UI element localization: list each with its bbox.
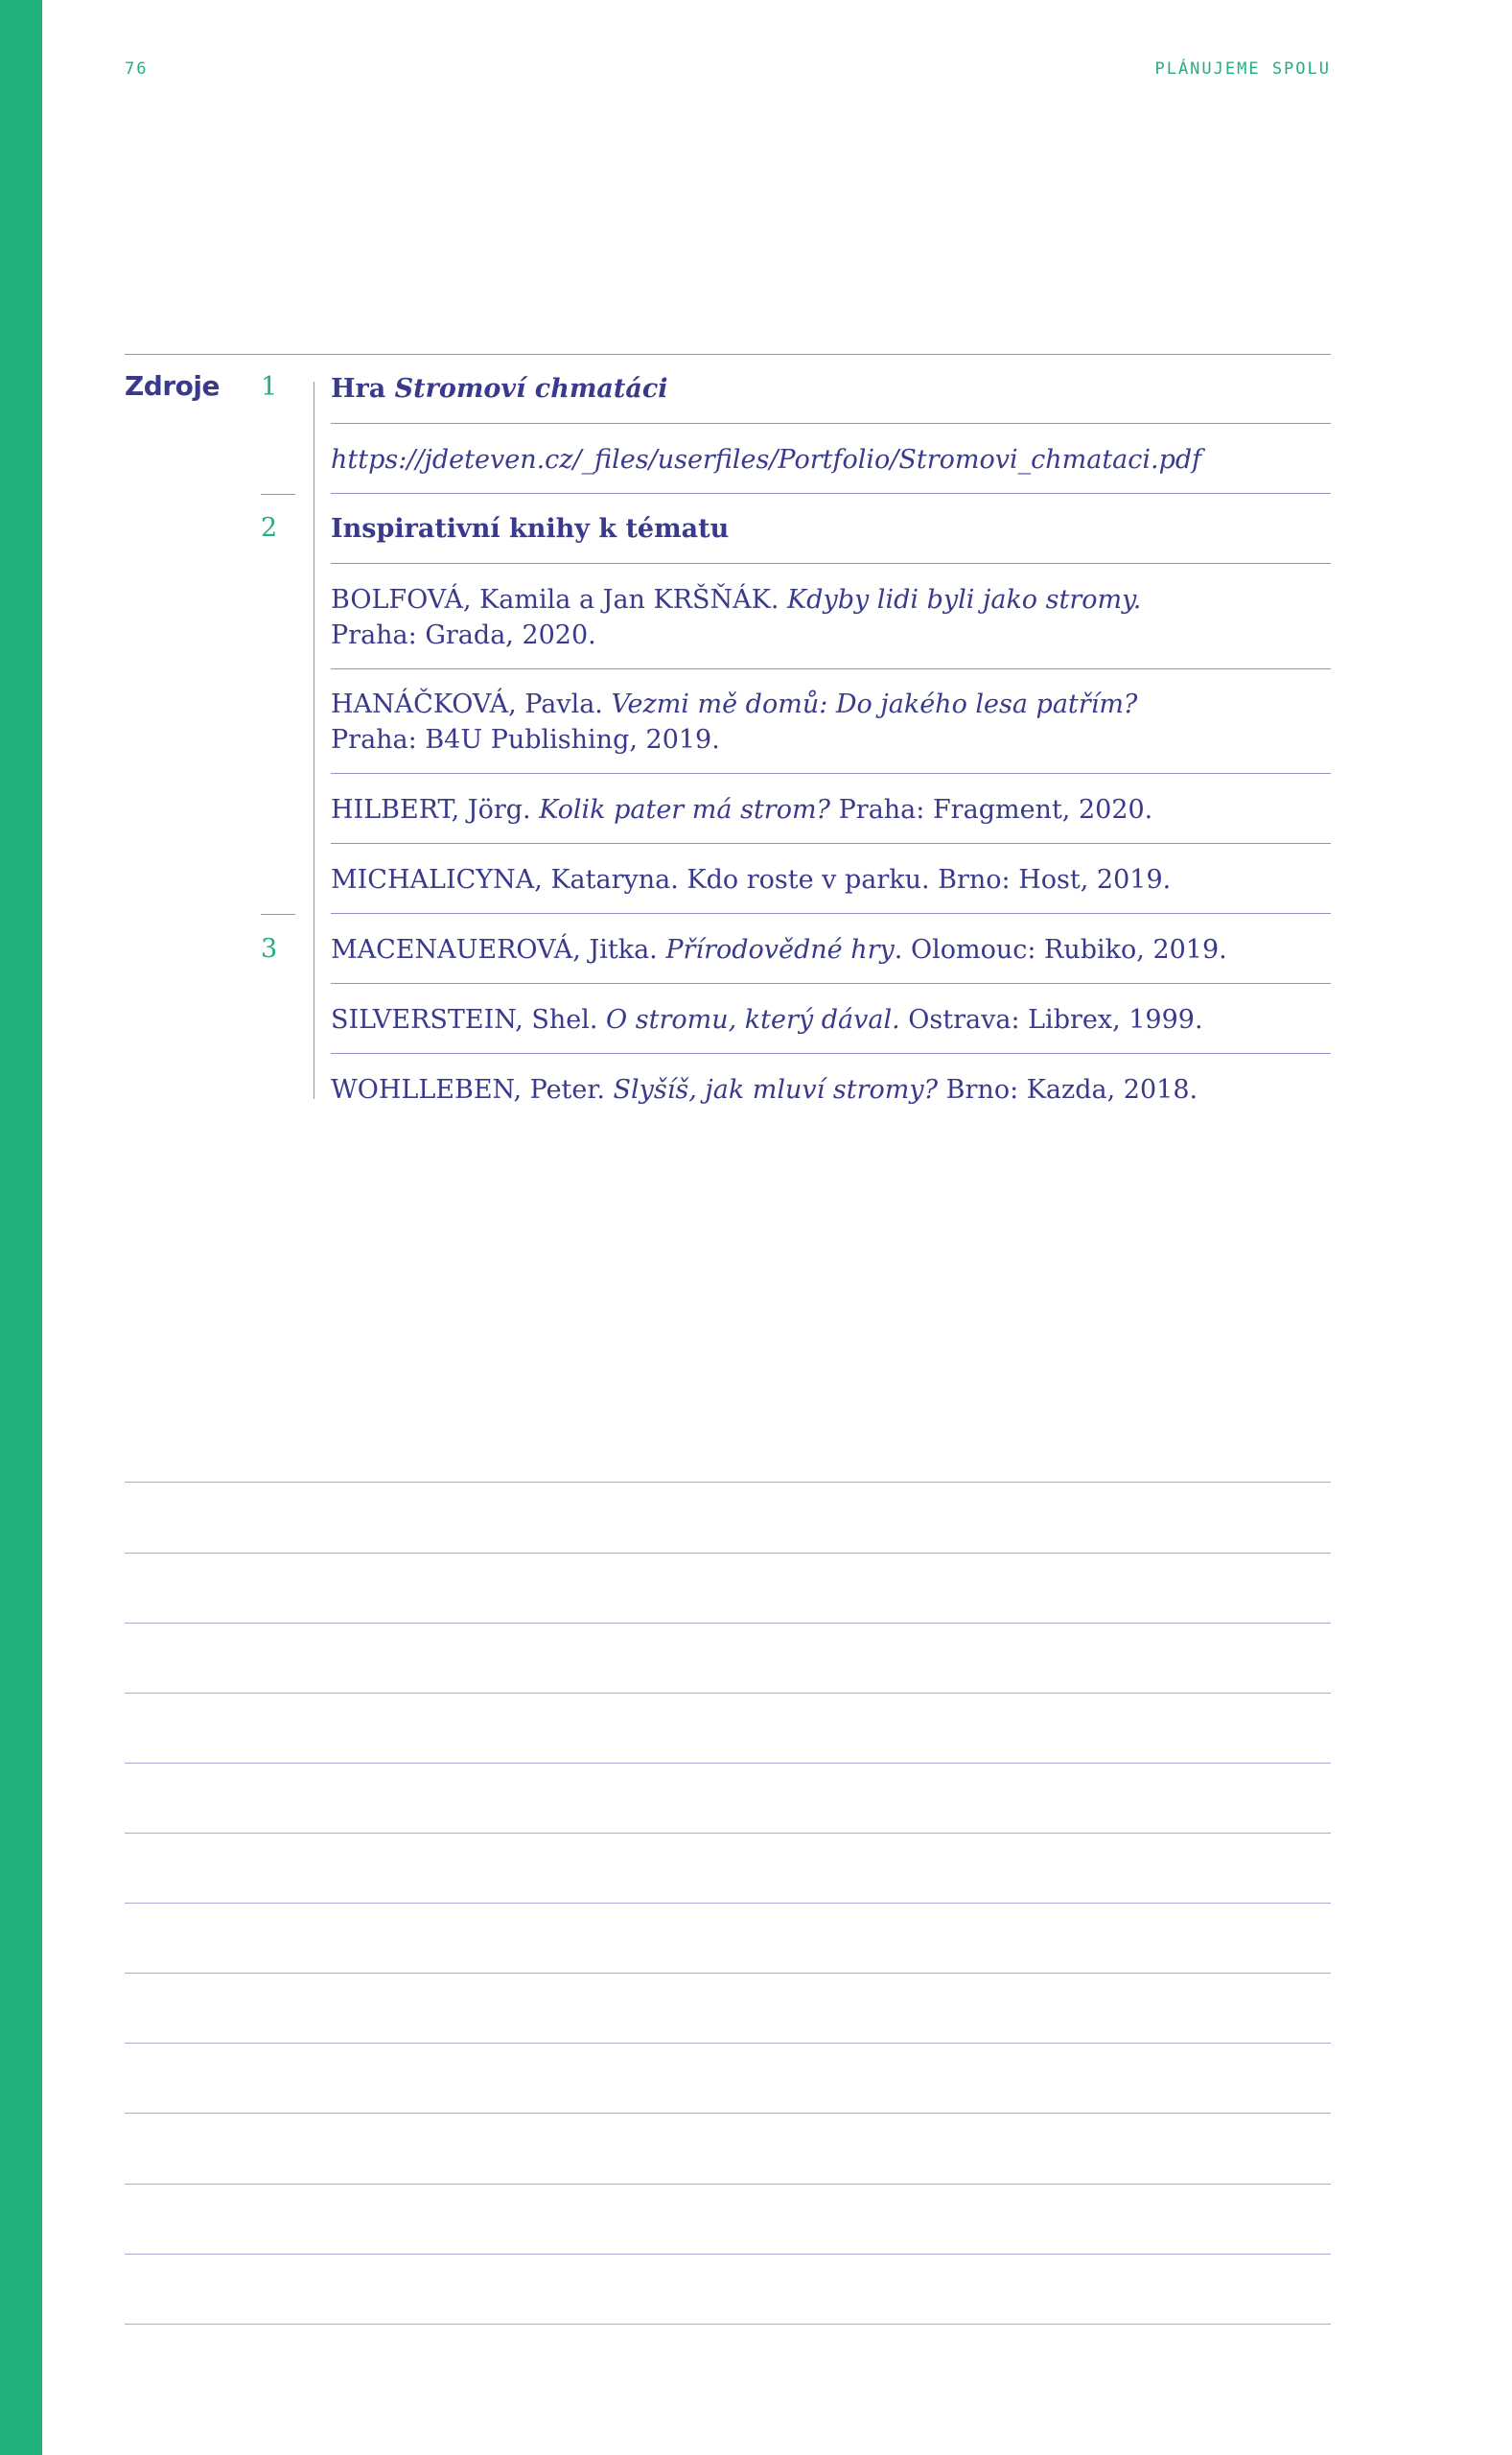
book-michalicyna: MICHALICYNA, Kataryna. Kdo roste v parku. Brno: Host, 2019. [331, 865, 1172, 895]
row-rule [331, 843, 1331, 844]
book-author: BOLFOVÁ, Kamila a Jan KRŠŇÁK. [331, 585, 787, 615]
source-number-1: 1 [261, 372, 278, 402]
writing-line [125, 1623, 1331, 1624]
book-title: Slyšíš, jak mluví stromy? [613, 1075, 939, 1105]
row-rule [331, 668, 1331, 669]
writing-line [125, 2184, 1331, 2185]
book-hanackova [331, 687, 1331, 758]
row-rule [331, 563, 1331, 564]
writing-line [125, 2113, 1331, 2114]
book-silverstein [331, 1002, 1331, 1038]
source-1-title-italic: Stromoví chmatáci [394, 374, 668, 404]
book-title: Vezmi mě domů: Do jakého lesa patřím? [611, 690, 1138, 719]
row-rule [331, 1053, 1331, 1054]
source-number-3: 3 [261, 934, 278, 964]
book-macenauerova [331, 932, 1331, 968]
row-rule [331, 983, 1331, 984]
top-rule [125, 354, 1331, 355]
row-rule [331, 773, 1331, 774]
section-title: PLÁNUJEME SPOLU [1154, 59, 1331, 79]
book-publisher: . Olomouc: Rubiko, 2019. [894, 935, 1227, 965]
book-publisher: Praha: Grada, 2020. [331, 620, 596, 650]
writing-line [125, 2324, 1331, 2325]
book-author: HANÁČKOVÁ, Pavla. [331, 690, 612, 719]
source-1-title [331, 371, 1331, 407]
book-author: MACENAUEROVÁ, Jitka. [331, 935, 666, 965]
book-author: HILBERT, Jörg. [331, 795, 540, 825]
writing-line [125, 1693, 1331, 1694]
book-publisher: Praha: Fragment, 2020. [830, 795, 1153, 825]
writing-line [125, 1482, 1331, 1483]
book-publisher: Ostrava: Librex, 1999. [899, 1005, 1203, 1035]
book-hilbert [331, 792, 1331, 828]
source-number-2: 2 [261, 513, 278, 543]
book-author: WOHLLEBEN, Peter. [331, 1075, 614, 1105]
book-title: Kdyby lidi byli jako stromy. [786, 585, 1142, 615]
book-publisher: Brno: Kazda, 2018. [938, 1075, 1198, 1105]
book-wohlleben [331, 1072, 1331, 1108]
book-title: O stromu, který dával. [606, 1005, 900, 1035]
writing-line [125, 1763, 1331, 1764]
row-rule [331, 423, 1331, 424]
green-side-bar [0, 0, 42, 2455]
writing-line [125, 1903, 1331, 1904]
writing-line [125, 1833, 1331, 1834]
book-publisher: Praha: B4U Publishing, 2019. [331, 725, 720, 755]
writing-line [125, 2043, 1331, 2044]
writing-line [125, 1973, 1331, 1974]
page-number: 76 [125, 59, 149, 79]
writing-line [125, 1553, 1331, 1554]
number-divider-1 [261, 494, 295, 495]
book-bolfova [331, 582, 1331, 653]
book-title: Přírodovědné hry [665, 935, 895, 965]
number-divider-2 [261, 914, 295, 915]
book-title: Kolik pater má strom? [539, 795, 831, 825]
book-author: SILVERSTEIN, Shel. [331, 1005, 607, 1035]
source-1-title-prefix: Hra [331, 374, 395, 404]
row-rule [331, 493, 1331, 494]
writing-line [125, 2254, 1331, 2255]
source-1-url[interactable]: https://jdeteven.cz/_files/userfiles/Portfolio/Stromovi_chmataci.pdf [331, 445, 1202, 475]
source-2-heading: Inspirativní knihy k tématu [331, 514, 730, 544]
sources-label: Zdroje [125, 370, 220, 402]
row-rule [331, 913, 1331, 914]
